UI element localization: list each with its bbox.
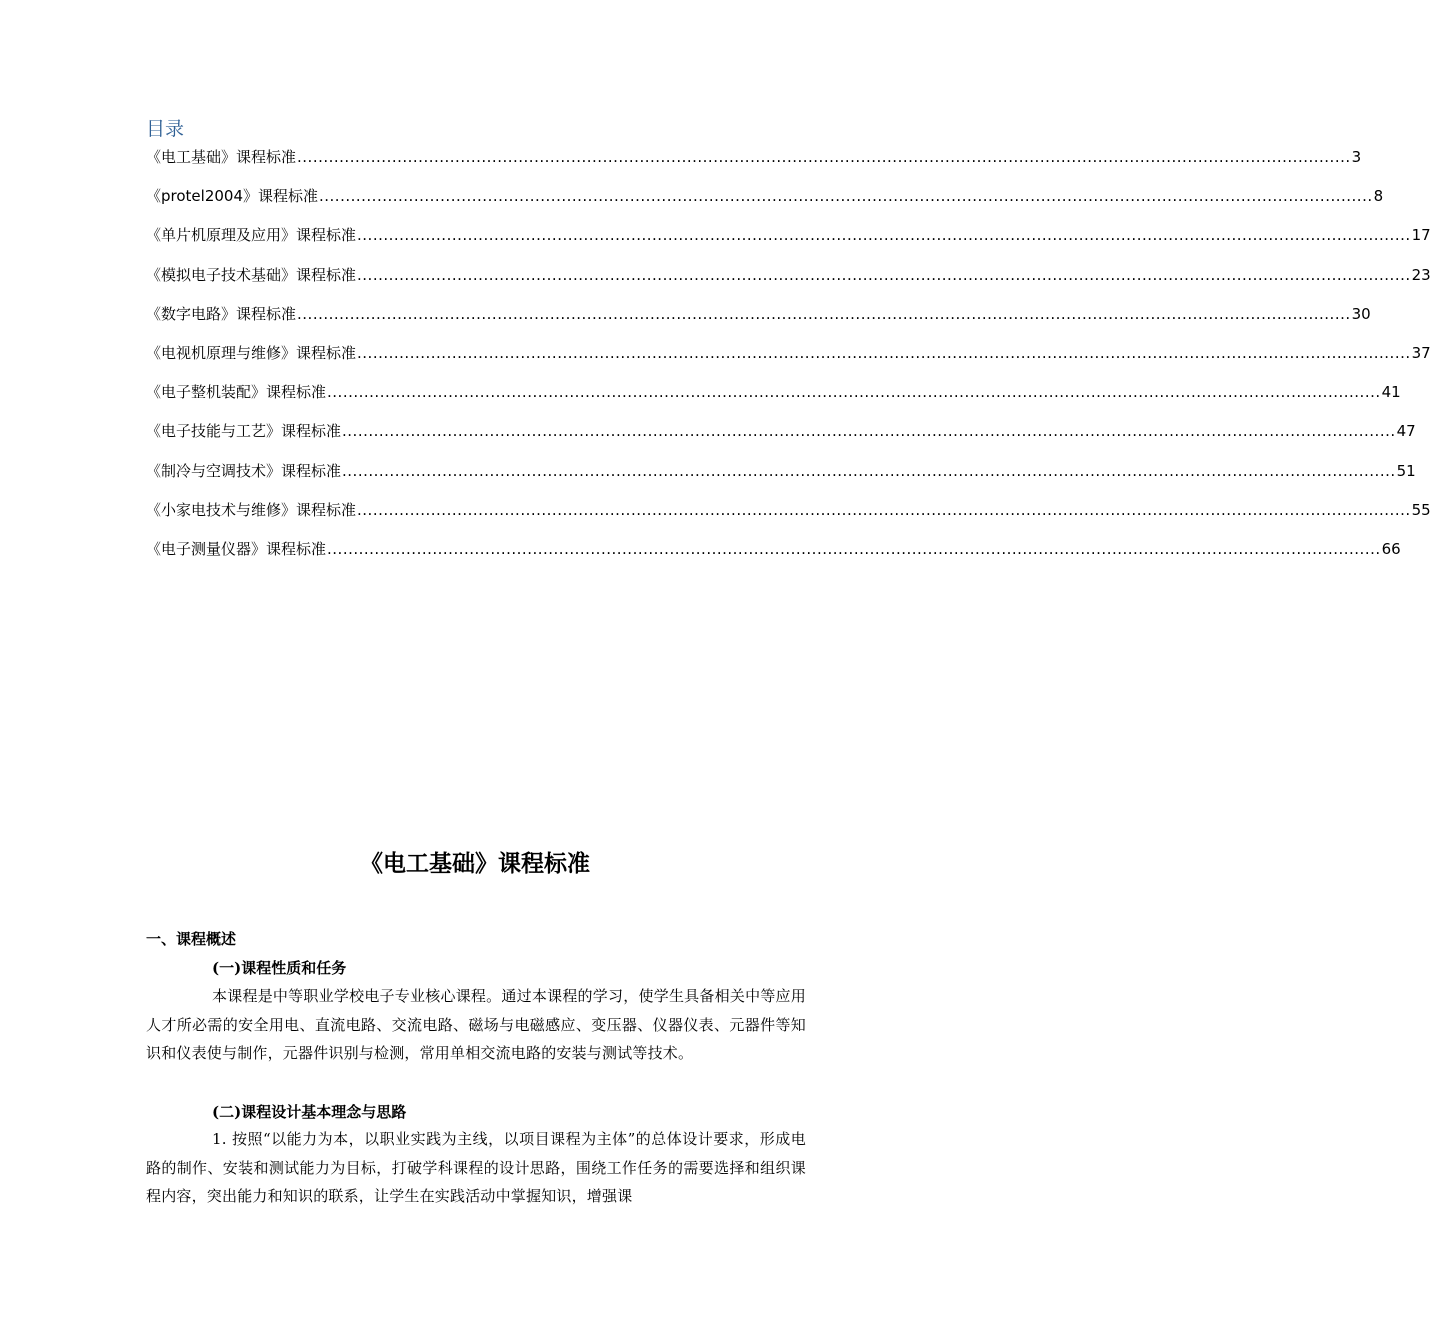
toc-entry-text: 《单片机原理及应用》课程标准 [146, 226, 357, 245]
toc-entry-page: 17 [1411, 226, 1431, 245]
toc-entry[interactable] [146, 262, 1431, 301]
toc-entry[interactable] [146, 418, 1416, 457]
toc-entry-text: 《电子测量仪器》课程标准 [146, 539, 327, 558]
toc-entry[interactable] [146, 536, 1401, 575]
toc-entry-text: 《电视机原理与维修》课程标准 [146, 343, 357, 362]
toc-leader-dots: ........................................................................................................................................................................................................ [357, 500, 1411, 519]
toc-title: 目录 [146, 118, 185, 140]
toc-leader-dots: ........................................................................................................................................................................................................ [342, 422, 1396, 441]
toc-entry[interactable] [146, 144, 1362, 183]
toc-entry-page: 3 [1351, 148, 1362, 166]
toc-entry-page: 8 [1373, 187, 1384, 206]
document-title: 《电工基础》课程标准 [360, 851, 590, 877]
toc-entry-page: 41 [1381, 383, 1401, 402]
toc-leader-dots: ........................................................................................................................................................................................................ [327, 539, 1381, 558]
toc-entry[interactable] [146, 379, 1401, 418]
body-paragraph: 1. 按照“以能力为本，以职业实践为主线，以项目课程为主体”的总体设计要求，形成电路的制作、安装和测试能力为目标，打破学科课程的设计思路，围绕工作任务的需要选择和组织课程内容，突出能力和知识的联系，让学生在实践活动中掌握知识，增强课 [146, 1130, 806, 1206]
toc-entry-page: 66 [1381, 539, 1401, 558]
toc-entry-text: 《小家电技术与维修》课程标准 [146, 500, 357, 519]
toc-leader-dots: ........................................................................................................................................................................................................ [297, 304, 1351, 323]
toc-entry-text: 《电子技能与工艺》课程标准 [146, 422, 342, 441]
section-heading: 一、课程概述 [146, 930, 237, 948]
body-paragraph: 本课程是中等职业学校电子专业核心课程。通过本课程的学习，使学生具备相关中等应用人才所必需的安全用电、直流电路、交流电路、磁场与电磁感应、变压器、仪器仪表、元器件等知识和仪表使与制作，元器件识别与检测，常用单相交流电路的安装与测试等技术。 [146, 987, 806, 1063]
toc-entry-page: 47 [1396, 422, 1416, 441]
toc-leader-dots: ........................................................................................................................................................................................................ [357, 343, 1411, 362]
toc-entry[interactable] [146, 340, 1431, 379]
toc-entry-page: 51 [1396, 461, 1416, 480]
table-of-contents [146, 144, 1431, 575]
toc-entry-text: 《protel2004》课程标准 [146, 187, 318, 206]
toc-leader-dots: ........................................................................................................................................................................................................ [297, 148, 1351, 166]
toc-entry-text: 《制冷与空调技术》课程标准 [146, 461, 342, 480]
toc-entry-page: 30 [1351, 304, 1371, 323]
subsection-heading: (一)课程性质和任务 [212, 959, 347, 977]
toc-entry[interactable] [146, 222, 1431, 261]
toc-entry[interactable] [146, 458, 1416, 497]
toc-entry[interactable] [146, 497, 1431, 536]
toc-entry-page: 23 [1411, 265, 1431, 284]
subsection-heading: (二)课程设计基本理念与思路 [212, 1103, 407, 1121]
toc-entry-page: 37 [1411, 343, 1431, 362]
toc-entry-text: 《模拟电子技术基础》课程标准 [146, 265, 357, 284]
toc-leader-dots: ........................................................................................................................................................................................................ [319, 187, 1373, 206]
toc-leader-dots: ........................................................................................................................................................................................................ [357, 265, 1411, 284]
toc-entry[interactable] [146, 301, 1371, 340]
toc-leader-dots: ........................................................................................................................................................................................................ [342, 461, 1396, 480]
toc-entry-text: 《电工基础》课程标准 [146, 148, 297, 166]
toc-entry-text: 《电子整机装配》课程标准 [146, 383, 327, 402]
toc-leader-dots: ........................................................................................................................................................................................................ [327, 383, 1381, 402]
toc-entry-page: 55 [1411, 500, 1431, 519]
toc-entry-text: 《数字电路》课程标准 [146, 304, 297, 323]
toc-leader-dots: ........................................................................................................................................................................................................ [357, 226, 1411, 245]
toc-entry[interactable] [146, 183, 1384, 222]
